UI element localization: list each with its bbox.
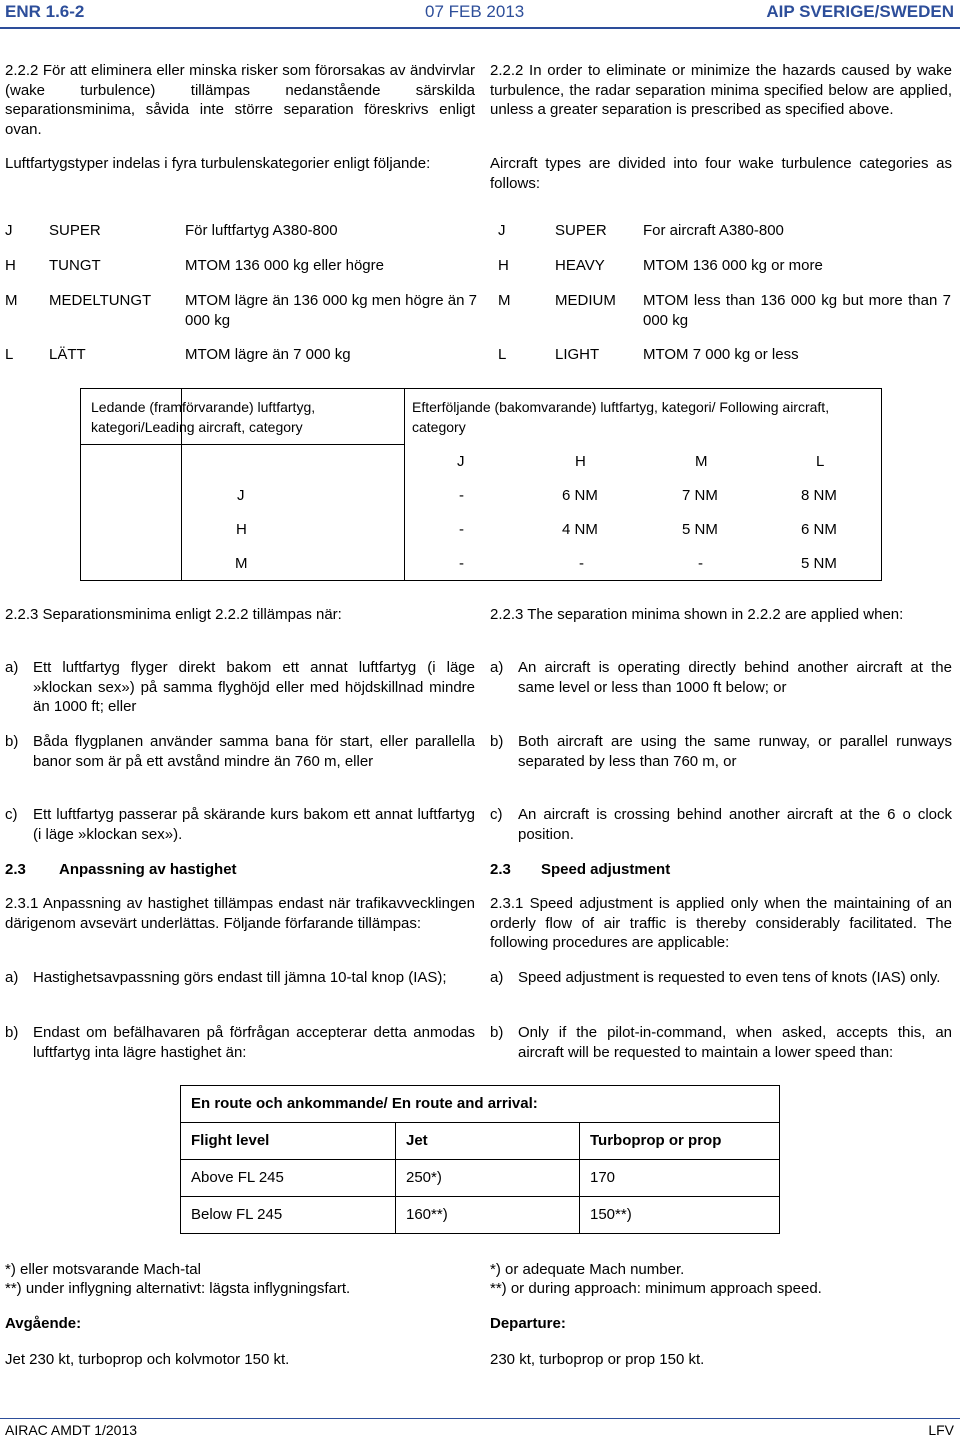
following-header: Efterföljande (bakomvarande) luftfartyg, kategori/ Following aircraft, category [412,399,830,435]
footer-amendment: AIRAC AMDT 1/2013 [5,1422,138,1438]
header-date: 07 FEB 2013 [425,2,525,21]
category-desc: MTOM lägre än 7 000 kg [185,346,351,363]
list-label: c) [5,806,18,823]
category-code: M [5,292,18,309]
para-222-sv: 2.2.2 För att eliminera eller minska risker som förorsakas av ändvirvlar (wake turbulence) tillämpas nedanstående särskilda separationsminima, såvida inte större separation föreskrivs enligt ovan. [5,62,475,138]
list-label: a) [5,659,19,676]
table-cell: - [698,555,703,572]
departure-heading-en: Departure: [490,1315,566,1332]
category-name: LIGHT [555,346,600,363]
footnote-sv: **) under inflygning alternativt: lägsta inflygningsfart. [5,1280,351,1297]
list-text: An aircraft is crossing behind another aircraft at the 6 o clock position. [518,806,952,843]
table-header-row [181,1122,779,1159]
category-code: H [498,257,509,274]
list-text: An aircraft is operating directly behind another aircraft at the same level or less than 1000 ft below; or [518,659,952,696]
wake-separation-table [80,388,882,581]
list-item [490,1023,952,1062]
category-desc: MTOM less than 136 000 kg but more than 7 000 kg [643,292,951,329]
list-label: a) [490,659,504,676]
list-item [5,968,475,988]
category-desc: För luftfartyg A380-800 [185,222,338,239]
table-cell: Above FL 245 [181,1160,396,1196]
list-label: b) [5,733,19,750]
table-row [181,1196,779,1233]
row-header: J [237,487,245,504]
list-item [490,968,952,988]
list-item [490,658,952,697]
section-title-sv: Anpassning av hastighet [59,861,237,878]
header-doc-ref: ENR 1.6-2 [5,2,85,21]
list-item [5,732,475,771]
para-223-en: 2.2.3 The separation minima shown in 2.2.2 are applied when: [490,606,904,623]
list-label: c) [490,806,503,823]
table-row [181,1159,779,1196]
header-title: AIP SVERIGE/SWEDEN [766,2,954,21]
section-title-en: Speed adjustment [541,861,671,878]
column-header: Flight level [181,1123,396,1159]
category-name: SUPER [555,222,607,239]
column-header: J [457,453,465,470]
table-cell: Below FL 245 [181,1197,396,1233]
category-name: SUPER [49,222,101,239]
column-header: L [816,453,825,470]
list-item [5,805,475,844]
section-number: 2.3 [5,861,26,878]
para-222-en: 2.2.2 In order to eliminate or minimize the hazards caused by wake turbulence, the radar separation minima specified below are applied, unless a greater separation is prescribed as specified above. [490,62,952,118]
table-cell: - [459,521,464,538]
list-item [5,1023,475,1062]
table-cell: 170 [590,1169,616,1187]
para-231-sv: 2.3.1 Anpassning av hastighet tillämpas endast när trafikavvecklingen därigenom avsevärt underlättas. Följande förfarande tillämpas: [5,895,475,932]
list-text: Endast om befälhavaren på förfrågan accepterar detta anmodas luftfartyg inta lägre hastighet än: [33,1024,475,1061]
list-item [490,805,952,844]
category-desc: For aircraft A380-800 [643,222,784,239]
list-text: Speed adjustment is requested to even tens of knots (IAS) only. [518,969,941,986]
list-text: Ett luftfartyg passerar på skärande kurs bakom ett annat luftfartyg (i läge »klockan sex»). [33,806,475,843]
list-item [490,732,952,771]
footnote-en: *) or adequate Mach number. [490,1261,685,1278]
table-title: En route och ankommande/ En route and arrival: [191,1095,538,1113]
table-cell: 150**) [590,1206,632,1224]
footnote-sv: *) eller motsvarande Mach-tal [5,1261,201,1278]
list-label: b) [5,1024,19,1041]
footer-rule [0,1418,960,1419]
table-cell: 6 NM [562,487,598,504]
category-name: MEDIUM [555,292,616,309]
departure-heading-sv: Avgående: [5,1315,82,1332]
table-cell: 8 NM [801,487,837,504]
list-text: Both aircraft are using the same runway, or parallel runways separated by less than 760 m, or [518,733,952,770]
leading-header: Ledande (framförvarande) luftfartyg, kategori/Leading aircraft, category [91,399,316,435]
list-label: a) [490,969,504,986]
section-number: 2.3 [490,861,511,878]
category-code: L [498,346,507,363]
speed-table [180,1085,780,1234]
column-header: Jet [396,1123,580,1159]
list-text: Ett luftfartyg flyger direkt bakom ett annat luftfartyg (i läge »klockan sex») på samma flyghöjd eller med höjdskillnad mindre än 1000 ft; eller [33,659,475,715]
departure-text-sv: Jet 230 kt, turboprop och kolvmotor 150 kt. [5,1351,290,1368]
category-code: M [498,292,511,309]
column-header: H [575,453,586,470]
table-cell: 6 NM [801,521,837,538]
category-desc: MTOM 136 000 kg eller högre [185,257,384,274]
category-name: LÄTT [49,346,86,363]
list-label: b) [490,1024,504,1041]
list-label: b) [490,733,504,750]
list-label: a) [5,969,19,986]
category-name: HEAVY [555,257,605,274]
table-title-row [181,1086,779,1122]
para-223-sv: 2.2.3 Separationsminima enligt 2.2.2 tillämpas när: [5,606,342,623]
category-code: J [498,222,506,239]
header-rule [0,27,960,29]
table-cell: 5 NM [682,521,718,538]
category-code: H [5,257,16,274]
column-header: M [695,453,708,470]
list-text: Båda flygplanen använder samma bana för start, eller parallella banor som är på ett avstånd mindre än 760 m, eller [33,733,475,770]
table-cell: 4 NM [562,521,598,538]
para-231-en: 2.3.1 Speed adjustment is applied only when the maintaining of an orderly flow of air traffic is thereby considerably facilitated. The following procedures are applicable: [490,895,952,951]
column-header: Turboprop or prop [590,1132,722,1150]
list-text: Only if the pilot-in-command, when asked, accepts this, an aircraft will be requested to maintain a lower speed than: [518,1024,952,1061]
category-desc: MTOM lägre än 136 000 kg men högre än 7 000 kg [185,292,477,329]
table-cell: 250*) [396,1160,580,1196]
category-code: L [5,346,14,363]
table-divider [404,389,405,580]
category-name: TUNGT [49,257,101,274]
footnote-en: **) or during approach: minimum approach speed. [490,1280,822,1297]
table-cell: 5 NM [801,555,837,572]
para-categories-en: Aircraft types are divided into four wake turbulence categories as follows: [490,155,952,192]
table-cell: 160**) [396,1197,580,1233]
row-header: M [235,555,248,572]
footer-publisher: LFV [928,1422,954,1438]
table-divider [81,444,404,445]
table-cell: - [459,487,464,504]
table-cell: - [579,555,584,572]
row-header: H [236,521,247,538]
category-desc: MTOM 136 000 kg or more [643,257,823,274]
departure-text-en: 230 kt, turboprop or prop 150 kt. [490,1351,705,1368]
table-cell: 7 NM [682,487,718,504]
table-cell: - [459,555,464,572]
list-text: Hastighetsavpassning görs endast till jämna 10-tal knop (IAS); [33,969,447,986]
para-categories-sv: Luftfartygstyper indelas i fyra turbulenskategorier enligt följande: [5,155,431,172]
category-name: MEDELTUNGT [49,292,152,309]
category-desc: MTOM 7 000 kg or less [643,346,799,363]
list-item [5,658,475,717]
category-code: J [5,222,13,239]
